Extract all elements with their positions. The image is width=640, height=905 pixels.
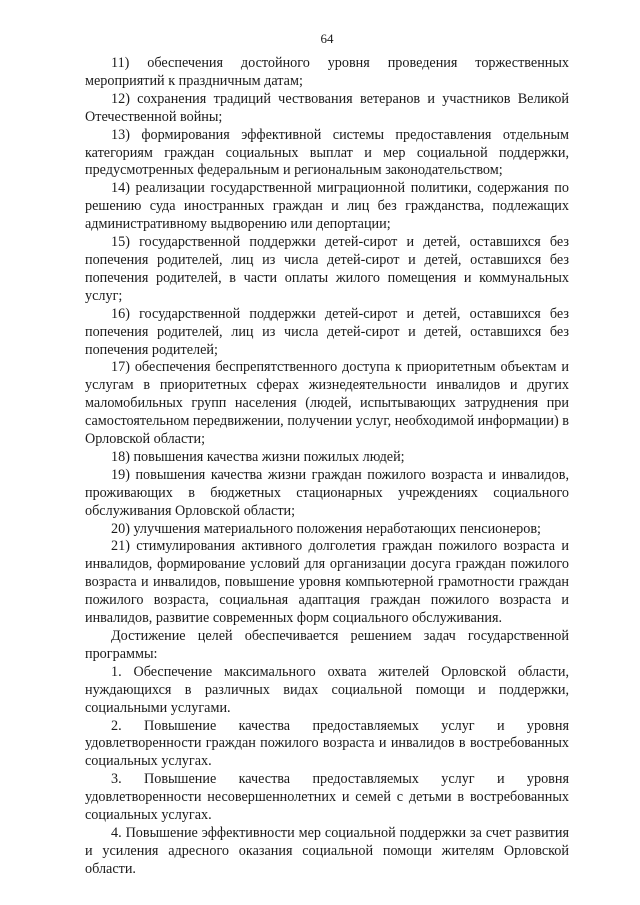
paragraph: 19) повышения качества жизни граждан пожилого возраста и инвалидов, проживающих в бюджетных стационарных учреждениях социального обслуживания Орловской области; (85, 466, 569, 519)
paragraph: Достижение целей обеспечивается решением задач государственной программы: (85, 628, 569, 662)
paragraph: 12) сохранения традиций чествования ветеранов и участников Великой Отечественной войны; (85, 90, 569, 125)
paragraph: 21) стимулирования активного долголетия граждан пожилого возраста и инвалидов, формирование условий для организации досуга граждан пожилого возраста и инвалидов, повышение уровня компьютерной грамотности граждан пожилого возраста, социальная адаптация граждан пожилого возраста и инвалидов, развитие современных форм социального обслуживания. (85, 538, 569, 627)
paragraph: 13) формирования эффективной системы предоставления отдельным категориям граждан социальных выплат и мер социальной поддержки, предусмотренных федеральным и региональным законодательством; (85, 126, 569, 179)
page-number: 64 (320, 31, 334, 46)
paragraph: 18) повышения качества жизни пожилых людей; (111, 448, 405, 465)
paragraph: 1. Обеспечение максимального охвата жителей Орловской области, нуждающихся в различных видах социальной помощи и поддержки, социальными услугами. (85, 663, 569, 716)
paragraph: 17) обеспечения беспрепятственного доступа к приоритетным объектам и услугам в приоритетных сферах жизнедеятельности инвалидов и других маломобильных групп населения (людей, испытывающих затруднения при самостоятельном передвижении, получении услуг, необходимой информации) в Орловской области; (85, 359, 569, 448)
paragraph: 2. Повышение качества предоставляемых услуг и уровня удовлетворенности граждан пожилого возраста и инвалидов в востребованных социальных услугах. (85, 717, 569, 770)
document-body (85, 55, 569, 879)
paragraph: 4. Повышение эффективности мер социальной поддержки за счет развития и усиления адресного оказания социальной помощи жителям Орловской области. (85, 824, 569, 877)
paragraph: 16) государственной поддержки детей-сирот и детей, оставшихся без попечения родителей, лиц из числа детей-сирот и детей, оставшихся без попечения родителей; (85, 305, 569, 358)
paragraph: 11) обеспечения достойного уровня проведения торжественных мероприятий к праздничным датам; (85, 55, 569, 89)
paragraph: 3. Повышение качества предоставляемых услуг и уровня удовлетворенности несовершеннолетних и семей с детьми в востребованных социальных услугах. (85, 771, 569, 824)
paragraph: 14) реализации государственной миграционной политики, содержания по решению суда иностранных граждан и лиц без гражданства, подлежащих административному выдворению или депортации; (85, 180, 569, 233)
paragraph: 15) государственной поддержки детей-сирот и детей, оставшихся без попечения родителей, лиц из числа детей-сирот и детей, оставшихся без попечения родителей, в части оплаты жилого помещения и коммунальных услуг; (85, 234, 569, 304)
paragraph: 20) улучшения материального положения неработающих пенсионеров; (111, 520, 541, 537)
